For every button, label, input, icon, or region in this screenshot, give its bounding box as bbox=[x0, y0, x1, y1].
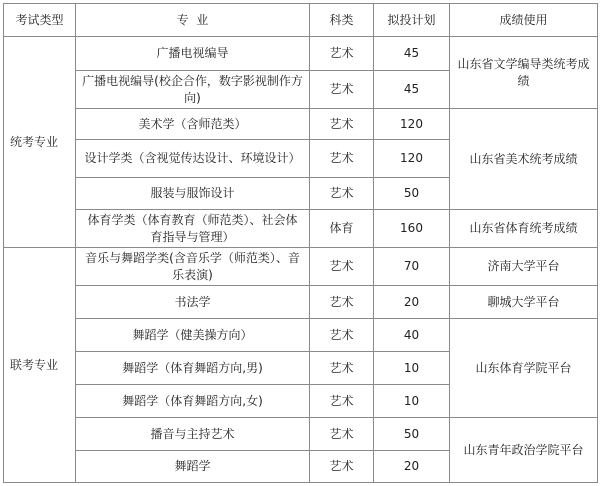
major-cell: 舞蹈学 bbox=[76, 451, 310, 483]
plan-cell: 160 bbox=[374, 210, 450, 248]
major-cell: 书法学 bbox=[76, 286, 310, 319]
major-cell: 播音与主持艺术 bbox=[76, 418, 310, 451]
table-row bbox=[4, 319, 598, 352]
header-score-usage: 成绩使用 bbox=[450, 4, 598, 37]
subject-cell: 艺术 bbox=[310, 352, 374, 385]
major-cell: 广播电视编导 bbox=[76, 37, 310, 71]
header-major: 专 业 bbox=[76, 4, 310, 37]
plan-cell: 45 bbox=[374, 71, 450, 109]
subject-cell: 艺术 bbox=[310, 71, 374, 109]
table-row bbox=[4, 248, 598, 286]
subject-cell: 艺术 bbox=[310, 286, 374, 319]
group-liankao: 联考专业 bbox=[4, 248, 76, 483]
major-cell: 体育学类（体育教育（师范类）、社会体育指导与管理） bbox=[76, 210, 310, 248]
subject-cell: 艺术 bbox=[310, 451, 374, 483]
major-cell: 美术学（含师范类） bbox=[76, 109, 310, 140]
major-cell: 广播电视编导(校企合作，数字影视制作方向) bbox=[76, 71, 310, 109]
subject-cell: 艺术 bbox=[310, 140, 374, 178]
score-usage-cell: 山东省体育统考成绩 bbox=[450, 210, 598, 248]
plan-cell: 20 bbox=[374, 286, 450, 319]
admission-plan-table bbox=[3, 3, 598, 483]
plan-cell: 10 bbox=[374, 352, 450, 385]
table-row bbox=[4, 210, 598, 248]
score-usage-cell: 济南大学平台 bbox=[450, 248, 598, 286]
subject-cell: 艺术 bbox=[310, 37, 374, 71]
header-subject: 科类 bbox=[310, 4, 374, 37]
plan-cell: 50 bbox=[374, 418, 450, 451]
plan-cell: 20 bbox=[374, 451, 450, 483]
score-usage-cell: 山东青年政治学院平台 bbox=[450, 418, 598, 483]
group-tongkao: 统考专业 bbox=[4, 37, 76, 248]
subject-cell: 艺术 bbox=[310, 109, 374, 140]
table-row bbox=[4, 418, 598, 451]
major-cell: 音乐与舞蹈学类(含音乐学（师范类）、音乐表演) bbox=[76, 248, 310, 286]
subject-cell: 艺术 bbox=[310, 178, 374, 210]
table-row bbox=[4, 286, 598, 319]
plan-cell: 45 bbox=[374, 37, 450, 71]
score-usage-cell: 聊城大学平台 bbox=[450, 286, 598, 319]
table-row bbox=[4, 37, 598, 71]
plan-cell: 120 bbox=[374, 109, 450, 140]
plan-cell: 50 bbox=[374, 178, 450, 210]
major-cell: 舞蹈学（体育舞蹈方向,男) bbox=[76, 352, 310, 385]
subject-cell: 体育 bbox=[310, 210, 374, 248]
score-usage-cell: 山东省美术统考成绩 bbox=[450, 109, 598, 210]
table-row bbox=[4, 109, 598, 140]
subject-cell: 艺术 bbox=[310, 418, 374, 451]
header-exam-type: 考试类型 bbox=[4, 4, 76, 37]
header-row bbox=[4, 4, 598, 37]
score-usage-cell: 山东省文学编导类统考成绩 bbox=[450, 37, 598, 109]
plan-cell: 40 bbox=[374, 319, 450, 352]
score-usage-cell: 山东体育学院平台 bbox=[450, 319, 598, 418]
subject-cell: 艺术 bbox=[310, 319, 374, 352]
subject-cell: 艺术 bbox=[310, 385, 374, 418]
plan-cell: 10 bbox=[374, 385, 450, 418]
plan-cell: 70 bbox=[374, 248, 450, 286]
major-cell: 舞蹈学（体育舞蹈方向,女) bbox=[76, 385, 310, 418]
major-cell: 设计学类（含视觉传达设计、环境设计） bbox=[76, 140, 310, 178]
major-cell: 服装与服饰设计 bbox=[76, 178, 310, 210]
plan-cell: 120 bbox=[374, 140, 450, 178]
header-plan: 拟投计划 bbox=[374, 4, 450, 37]
subject-cell: 艺术 bbox=[310, 248, 374, 286]
major-cell: 舞蹈学（健美操方向） bbox=[76, 319, 310, 352]
